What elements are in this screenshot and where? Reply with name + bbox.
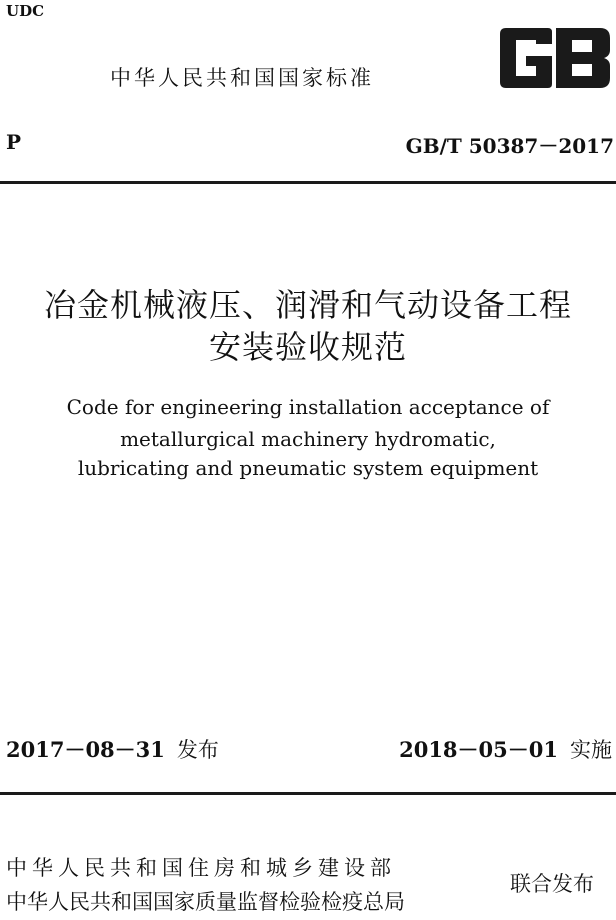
english-title-line-3: lubricating and pneumatic system equipment	[77, 456, 539, 480]
classification-code: P	[6, 130, 22, 154]
chinese-title-line-1: 冶金机械液压、润滑和气动设备工程	[43, 286, 572, 324]
implementation-date-block	[399, 734, 612, 764]
joint-issue-label: 联合发布	[510, 872, 594, 896]
implementation-date: 2018－05－01	[399, 737, 558, 762]
issuer-ministry-housing: 中华人民共和国住房和城乡建设部	[6, 856, 396, 880]
top-divider	[0, 181, 616, 184]
english-title-line-1: Code for engineering installation acceptance of	[66, 395, 550, 419]
english-title-line-2: metallurgical machinery hydromatic,	[120, 427, 496, 451]
issuer-aqsiq: 中华人民共和国国家质量监督检验检疫总局	[6, 890, 405, 914]
issue-label: 发布	[176, 738, 219, 762]
issue-date-block	[6, 734, 219, 764]
gb-logo	[492, 26, 614, 90]
standard-category-title: 中华人民共和国国家标准	[110, 66, 374, 90]
chinese-title-line-2: 安装验收规范	[208, 328, 407, 366]
bottom-divider	[0, 792, 616, 795]
udc-label: UDC	[6, 2, 45, 20]
standard-number: GB/T 50387－2017	[405, 134, 614, 158]
issue-date: 2017－08－31	[6, 737, 165, 762]
implementation-label: 实施	[570, 738, 612, 762]
